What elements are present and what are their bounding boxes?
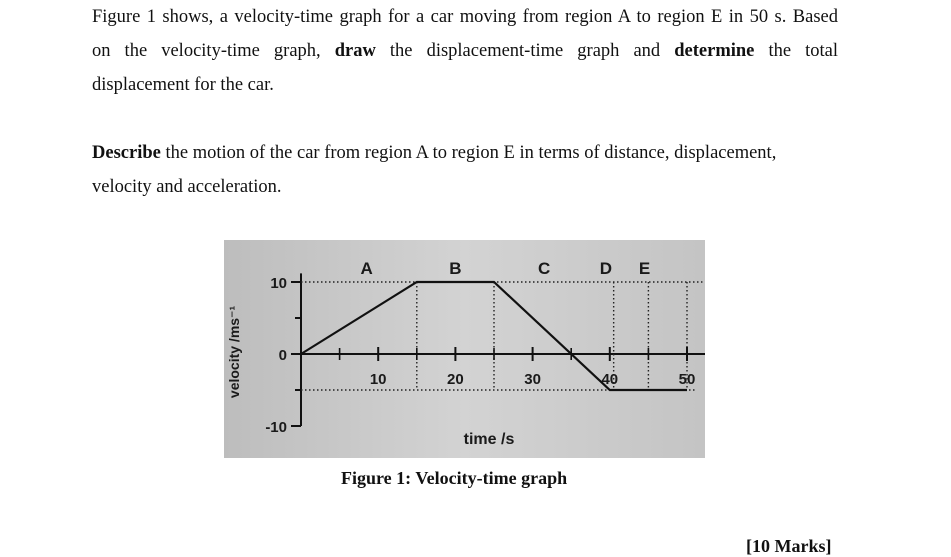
y-axis-label: velocity /ms⁻¹	[226, 305, 242, 399]
figure-caption: Figure 1: Velocity-time graph	[341, 468, 568, 488]
x-tick-label: 40	[601, 371, 619, 388]
p1-text: the displacement-time graph and	[375, 41, 675, 61]
x-axis-label: time /s	[463, 431, 515, 448]
keyword-draw: draw	[334, 41, 376, 61]
p1-text: on the velocity-time graph,	[92, 41, 335, 61]
region-label-c: C	[538, 259, 551, 278]
y-tick-label: 0	[278, 347, 287, 364]
velocity-time-graph-photo	[224, 240, 705, 458]
keyword-describe: Describe	[92, 143, 161, 163]
p2-line-2: velocity and acceleration.	[92, 177, 282, 197]
marks-label: [10 Marks]	[746, 536, 832, 556]
p1-line-3: displacement for the car.	[92, 75, 274, 95]
region-label-e: E	[638, 259, 651, 278]
x-tick-label: 50	[678, 371, 696, 388]
question-paragraph-2	[92, 136, 838, 204]
velocity-time-graph	[224, 240, 705, 458]
p1-line-2	[92, 34, 838, 68]
region-label-b: B	[449, 259, 462, 278]
p2-text: the motion of the car from region A to region E in terms of distance, displacement,	[160, 143, 777, 163]
region-label-a: A	[360, 259, 373, 278]
y-tick-label: -10	[265, 419, 287, 436]
x-tick-label: 20	[447, 371, 464, 388]
p1-line-1: Figure 1 shows, a velocity-time graph for a car moving from region A to region E in 50 s. Based	[92, 7, 838, 27]
question-paragraph-1	[92, 0, 838, 102]
x-tick-label: 10	[369, 371, 387, 388]
x-tick-label: 30	[524, 371, 541, 388]
y-tick-label: 10	[270, 275, 287, 292]
region-label-d: D	[599, 259, 613, 278]
p1-text: the total	[754, 41, 838, 61]
keyword-determine: determine	[674, 41, 755, 61]
